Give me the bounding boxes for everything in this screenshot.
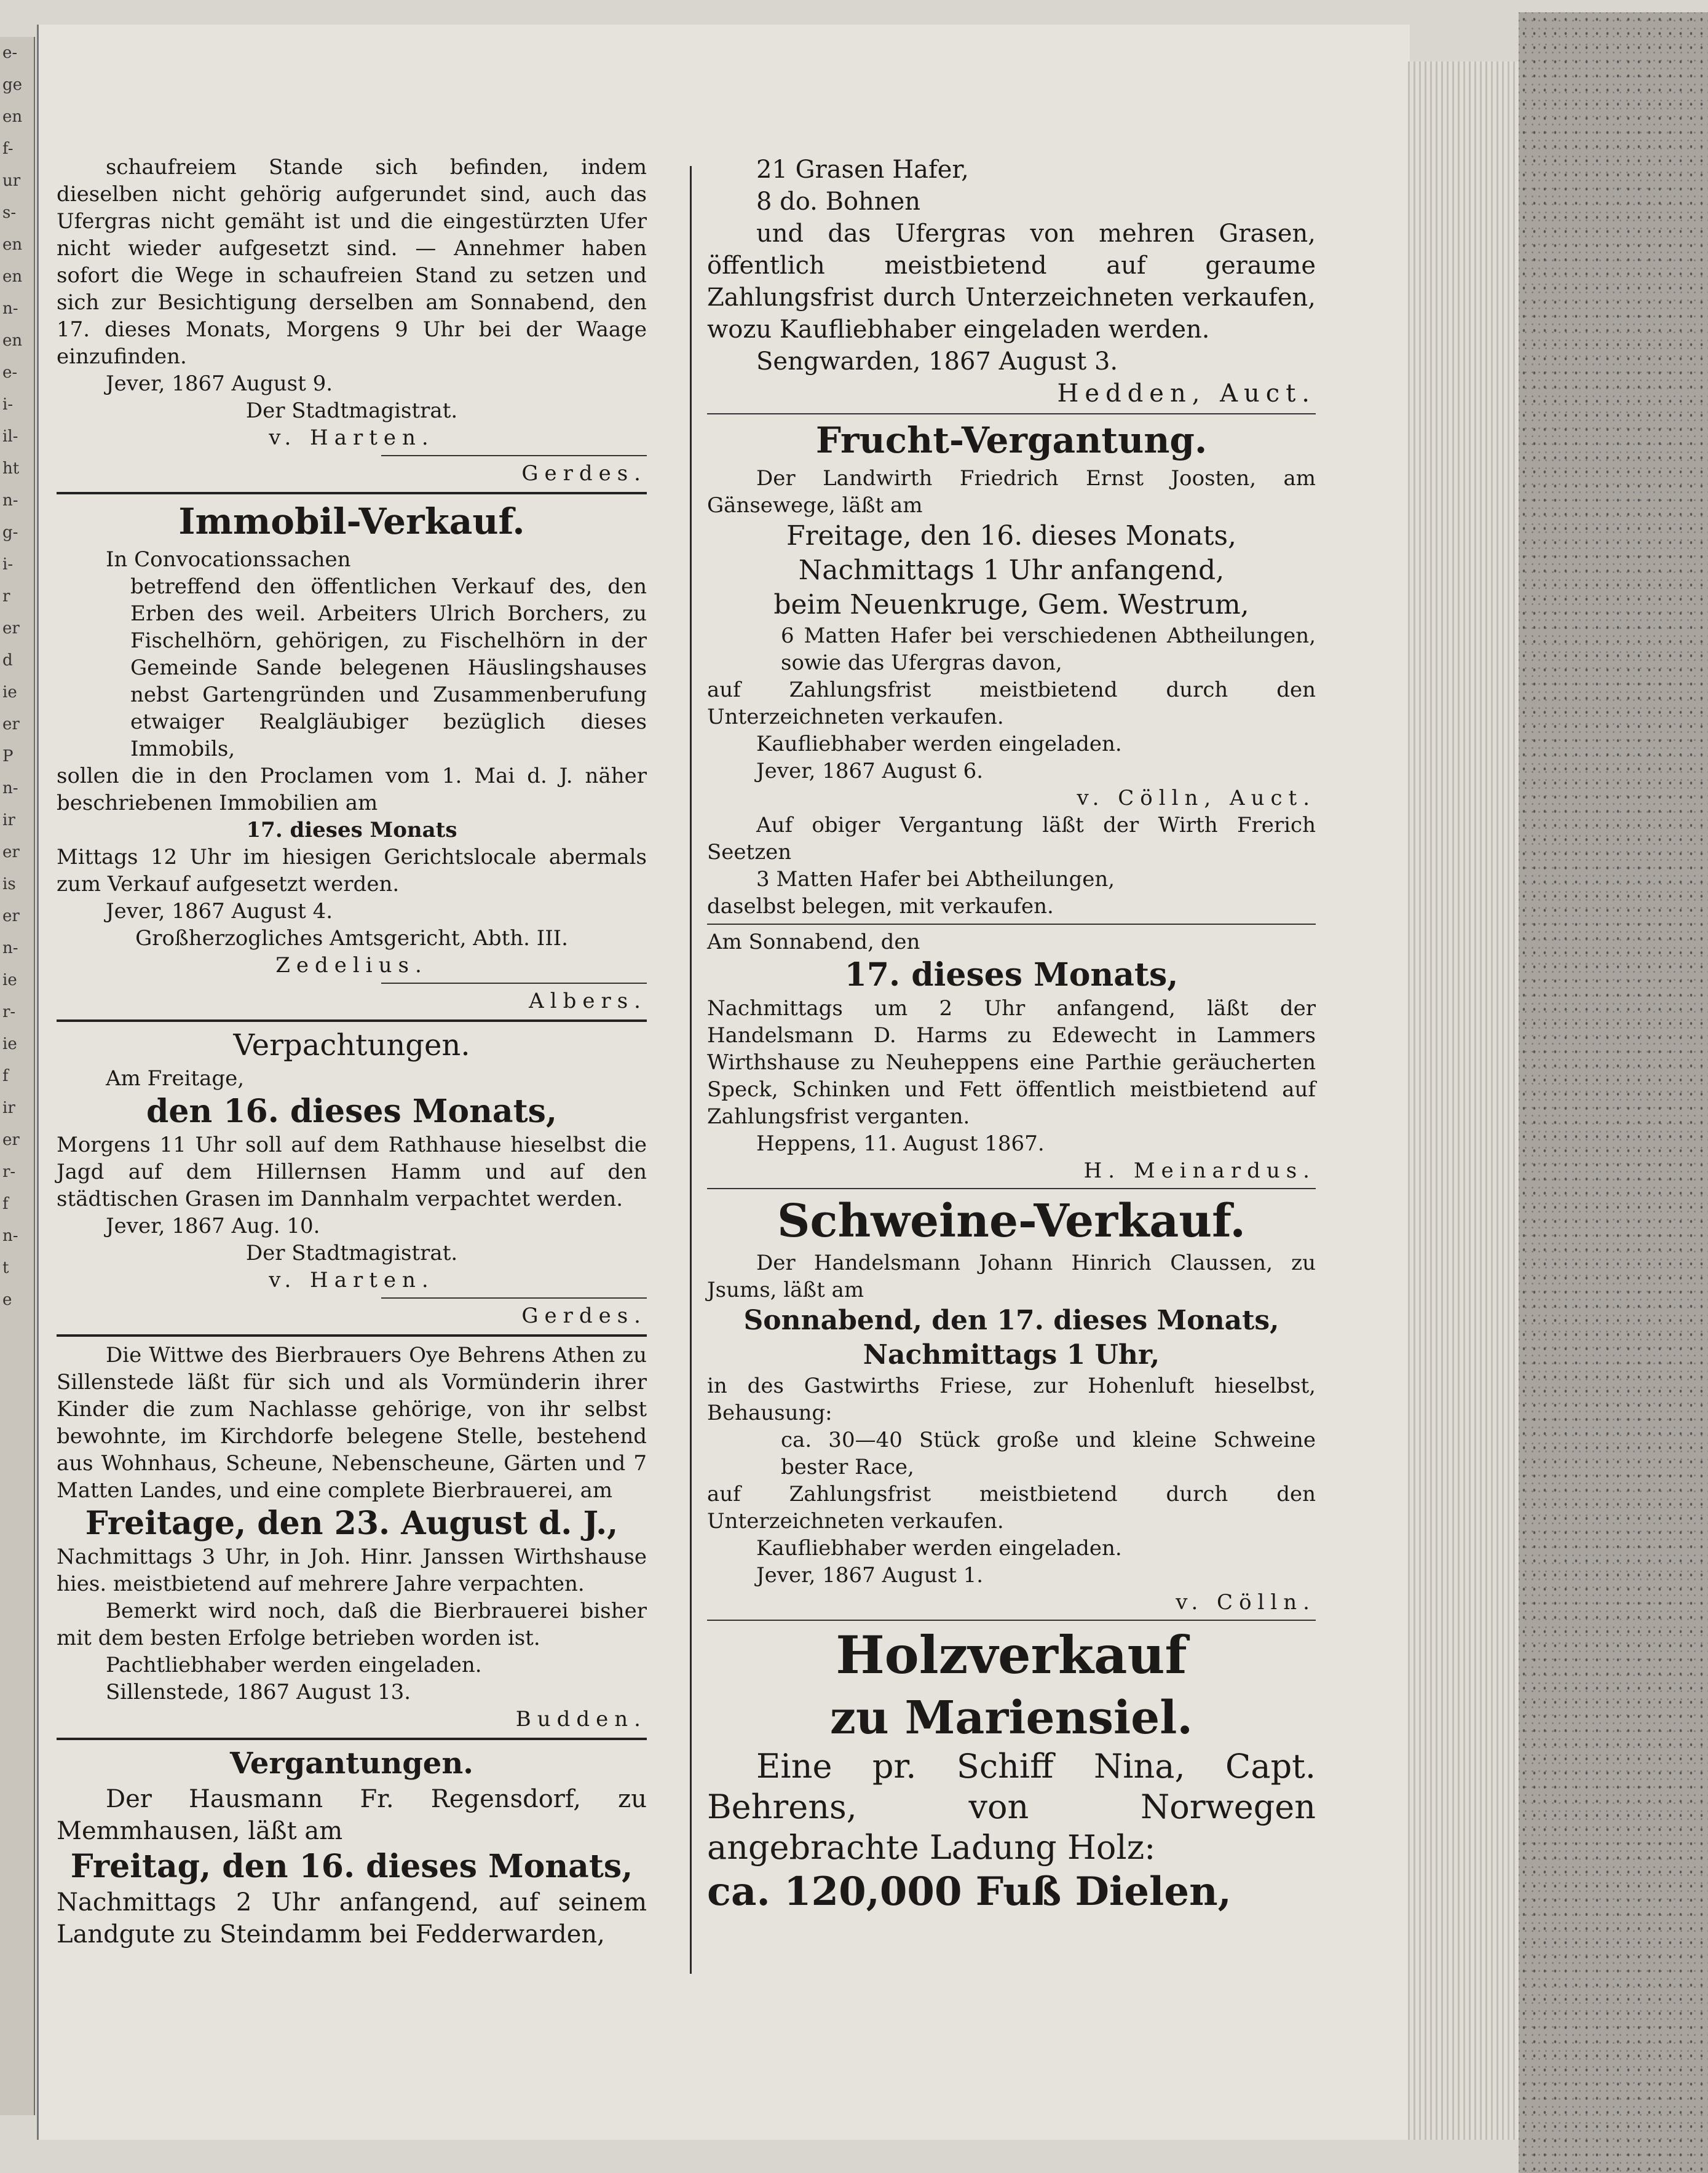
spine-fragment: ge: [2, 76, 23, 94]
spine-fragment: ir: [2, 811, 15, 829]
frucht-date3: beim Neuenkruge, Gem. Westrum,: [773, 589, 1249, 620]
spine-fragment: i-: [2, 395, 14, 414]
intro-text: schaufreiem Stande sich befinden, indem dieselben nicht gehörig aufgerundet sind, auch das Ufergras nicht gemäht ist und die eingestürzten Ufer nicht wieder aufgesetzt sind. — Annehmer haben sofort die Wege in schaufreien Stand zu setzen und sich zur Besichtigung derselben am Sonnabend, den 17. dieses Monats, Morgens 9 Uhr bei der Waage einzufinden.: [57, 155, 647, 369]
immobil-body: betreffend den öffentlichen Verkauf des, den Erben des weil. Arbeiters Ulrich Borchers, zu Fischelhörn, gehörigen, zu Fischelhörn in der Gemeinde Sande belegenen Häuslingshauses nebst Gartengründen und Zusammenberufung etwaiger Realgläubiger bezüglich dieses Immobils,: [130, 574, 647, 761]
schweine-body3: ca. 30—40 Stück große und kleine Schweine bester Race,: [781, 1428, 1316, 1479]
verpacht-clerk: Gerdes.: [521, 1304, 647, 1328]
section-rule: [707, 924, 1316, 925]
section-rule: [57, 492, 647, 494]
immobil-text2: sollen die in den Proclamen vom 1. Mai d. J. näher beschriebenen Immobilien am: [57, 764, 647, 815]
spine-fragment: r-: [2, 1163, 16, 1181]
spine-fragment: s-: [2, 204, 17, 222]
spine-fragment: f-: [2, 140, 14, 158]
spine-fragment: d: [2, 651, 13, 670]
column-divider: [690, 166, 692, 1974]
spine-fragment: n-: [2, 939, 18, 957]
spine-fragment: er: [2, 715, 20, 734]
frucht-extra3: daselbst belegen, mit verkaufen.: [707, 894, 1054, 919]
spine-fragment: is: [2, 875, 16, 893]
wittwe-signer: Budden.: [515, 1707, 647, 1732]
signature-rule: [381, 455, 647, 456]
spine-fragment: en: [2, 108, 23, 126]
vergant-heading: Vergantungen.: [230, 1746, 473, 1781]
cont-signer: Hedden, Auct.: [1057, 379, 1316, 408]
holz-heading: Holzverkauf: [836, 1625, 1187, 1685]
left-column: [57, 154, 647, 1950]
previous-page-edge: [0, 37, 35, 2115]
spine-fragment: e-: [2, 363, 18, 382]
spine-fragment: f: [2, 1067, 9, 1085]
harms-body: Nachmittags um 2 Uhr anfangend, läßt der Handelsmann D. Harms zu Edewecht in Lammers Wirthshause zu Neuheppens eine Parthie geräucherten Speck, Schinken und Fett öffentlich meistbietend auf Zahlungsfrist verganten.: [707, 996, 1316, 1129]
immobil-clerk: Albers.: [529, 989, 647, 1013]
intro-date: Jever, 1867 August 9.: [106, 371, 333, 396]
intro-clerk: Gerdes.: [521, 461, 647, 486]
immobil-signer: Zedelius.: [275, 953, 428, 978]
spine-fragment: en: [2, 331, 23, 350]
immobil-place-date: Jever, 1867 August 4.: [106, 899, 333, 924]
cont-line2: 8 do. Bohnen: [756, 188, 921, 216]
wittwe-body2: Nachmittags 3 Uhr, in Joh. Hinr. Janssen Wirthshause hies. meistbietend auf mehrere Jahre verpachten.: [57, 1545, 647, 1596]
verpacht-place-date: Jever, 1867 Aug. 10.: [106, 1214, 320, 1238]
wittwe-place-date: Sillenstede, 1867 August 13.: [106, 1680, 411, 1704]
frucht-body3: auf Zahlungsfrist meistbietend durch den Unterzeichneten verkaufen.: [707, 678, 1316, 729]
vergant-date: Freitag, den 16. dieses Monats,: [70, 1848, 633, 1885]
spine-fragment: ht: [2, 459, 20, 478]
spine-fragment: ir: [2, 1099, 15, 1117]
intro-authority: Der Stadtmagistrat.: [245, 398, 458, 423]
frucht-invite: Kaufliebhaber werden eingeladen.: [756, 732, 1122, 756]
spine-fragment: n-: [2, 491, 18, 510]
schweine-signer: v. Cölln.: [1176, 1590, 1316, 1615]
verpacht-date: den 16. dieses Monats,: [146, 1093, 557, 1130]
frucht-extra: Auf obiger Vergantung läßt der Wirth Frerich Seetzen: [707, 813, 1316, 865]
spine-fragment: n-: [2, 779, 18, 798]
schweine-body4: auf Zahlungsfrist meistbietend durch den Unterzeichneten verkaufen.: [707, 1482, 1316, 1534]
frucht-extra2: 3 Matten Hafer bei Abtheilungen,: [756, 867, 1115, 892]
schweine-date2: Nachmittags 1 Uhr,: [863, 1339, 1160, 1371]
schweine-invite: Kaufliebhaber werden eingeladen.: [756, 1536, 1122, 1561]
verpacht-signer: v. Harten.: [269, 1268, 435, 1292]
frucht-heading: Frucht-Vergantung.: [815, 419, 1208, 461]
spine-fragment: n-: [2, 299, 18, 318]
spine-fragment: ie: [2, 1035, 17, 1053]
frucht-date2: Nachmittags 1 Uhr anfangend,: [798, 555, 1225, 586]
section-rule: [707, 413, 1316, 414]
immobil-text3: Mittags 12 Uhr im hiesigen Gerichtslocale abermals zum Verkauf aufgesetzt werden.: [57, 845, 647, 897]
frucht-date1: Freitage, den 16. dieses Monats,: [786, 520, 1237, 552]
book-cover-board: [1519, 12, 1708, 2173]
spine-fragment: er: [2, 843, 20, 861]
holz-amount: ca. 120,000 Fuß Dielen,: [707, 1869, 1232, 1915]
spine-fragment: g-: [2, 523, 18, 542]
spine-fragment: en: [2, 267, 23, 286]
section-rule: [57, 1019, 647, 1022]
immobil-date: 17. dieses Monats: [246, 818, 457, 842]
verpacht-heading: Verpachtungen.: [233, 1028, 470, 1063]
schweine-place-date: Jever, 1867 August 1.: [756, 1563, 984, 1588]
spine-fragment: n-: [2, 1227, 18, 1245]
harms-place-date: Heppens, 11. August 1867.: [756, 1131, 1045, 1156]
spine-fragment: e: [2, 1291, 12, 1309]
holz-subheading: zu Mariensiel.: [829, 1692, 1193, 1744]
section-rule: [707, 1188, 1316, 1189]
spine-fragment: P: [2, 747, 14, 766]
frucht-body: Der Landwirth Friedrich Ernst Joosten, am Gänsewege, läßt am: [707, 466, 1316, 518]
spine-fragment: il-: [2, 427, 18, 446]
wittwe-invite: Pachtliebhaber werden eingeladen.: [106, 1653, 482, 1677]
immobil-court: Großherzogliches Amtsgericht, Abth. III.: [135, 926, 568, 951]
spine-fragment: f: [2, 1195, 9, 1213]
cont-line1: 21 Grasen Hafer,: [756, 156, 969, 184]
spine-fragment: en: [2, 236, 23, 254]
cont-place-date: Sengwarden, 1867 August 3.: [756, 347, 1118, 376]
verpacht-authority: Der Stadtmagistrat.: [245, 1241, 458, 1265]
harms-date: 17. dieses Monats,: [844, 956, 1179, 994]
holz-body: Eine pr. Schiff Nina, Capt. Behrens, von Norwegen angebrachte Ladung Holz:: [707, 1747, 1316, 1867]
spine-fragment: e-: [2, 44, 18, 62]
frucht-signer: v. Cölln, Auct.: [1077, 786, 1316, 810]
right-column: [707, 154, 1316, 1916]
signature-rule: [381, 983, 647, 984]
harms-signer: H. Meinardus.: [1083, 1158, 1316, 1183]
section-rule: [57, 1738, 647, 1740]
spine-fragment: ur: [2, 172, 21, 190]
page-stack-edges: [1408, 61, 1519, 2140]
wittwe-date: Freitage, den 23. August d. J.,: [85, 1505, 619, 1542]
vergant-body2: Nachmittags 2 Uhr anfangend, auf seinem Landgute zu Steindamm bei Fedderwarden,: [57, 1888, 647, 1949]
spine-fragment: ie: [2, 971, 17, 989]
cont-line3: und das Ufergras von mehren Grasen, öffentlich meistbietend auf geraume Zahlungsfrist durch Unterzeichneten verkaufen, wozu Kaufliebhaber eingeladen werden.: [707, 220, 1316, 344]
schweine-body2: in des Gastwirths Friese, zur Hohenluft hieselbst, Behausung:: [707, 1374, 1316, 1425]
section-rule: [57, 1334, 647, 1337]
signature-rule: [381, 1297, 647, 1299]
immobil-line1: In Convocationssachen: [106, 547, 351, 572]
spine-fragment: r-: [2, 1003, 16, 1021]
spine-fragment: r: [2, 587, 10, 606]
spine-fragment: ie: [2, 683, 17, 702]
spine-fragment: t: [2, 1259, 9, 1277]
schweine-date1: Sonnabend, den 17. dieses Monats,: [743, 1305, 1279, 1336]
intro-signer: v. Harten.: [269, 425, 435, 450]
section-rule: [707, 1620, 1316, 1621]
spine-fragment: er: [2, 619, 20, 638]
frucht-place-date: Jever, 1867 August 6.: [756, 759, 984, 783]
schweine-heading: Schweine-Verkauf.: [777, 1195, 1246, 1248]
vergant-body: Der Hausmann Fr. Regensdorf, zu Memmhausen, läßt am: [57, 1785, 647, 1845]
verpacht-body: Morgens 11 Uhr soll auf dem Rathhause hieselbst die Jagd auf dem Hillernsen Hamm und auf den städtischen Grasen im Dannhalm verpachtet werden.: [57, 1133, 647, 1211]
spine-fragment: er: [2, 1131, 20, 1149]
wittwe-body: Die Wittwe des Bierbrauers Oye Behrens Athen zu Sillenstede läßt für sich und als Vormünderin ihrer Kinder die zum Nachlasse gehörige, von ihr selbst bewohnte, im Kirchdorfe belegene Stelle, bestehend aus Wohnhaus, Scheune, Nebenscheune, Gärten und 7 Matten Landes, und eine complete Bierbrauerei, am: [57, 1343, 647, 1503]
frucht-body2: 6 Matten Hafer bei verschiedenen Abtheilungen, sowie das Ufergras davon,: [781, 623, 1316, 675]
spine-fragment: er: [2, 907, 20, 925]
wittwe-note: Bemerkt wird noch, daß die Bierbrauerei bisher mit dem besten Erfolge betrieben worden ist.: [57, 1599, 647, 1650]
spine-fragment: i-: [2, 555, 14, 574]
immobil-heading: Immobil-Verkauf.: [178, 501, 525, 542]
verpacht-line1: Am Freitage,: [106, 1066, 245, 1091]
schweine-body: Der Handelsmann Johann Hinrich Claussen, zu Jsums, läßt am: [707, 1251, 1316, 1302]
harms-line1: Am Sonnabend, den: [707, 930, 920, 954]
